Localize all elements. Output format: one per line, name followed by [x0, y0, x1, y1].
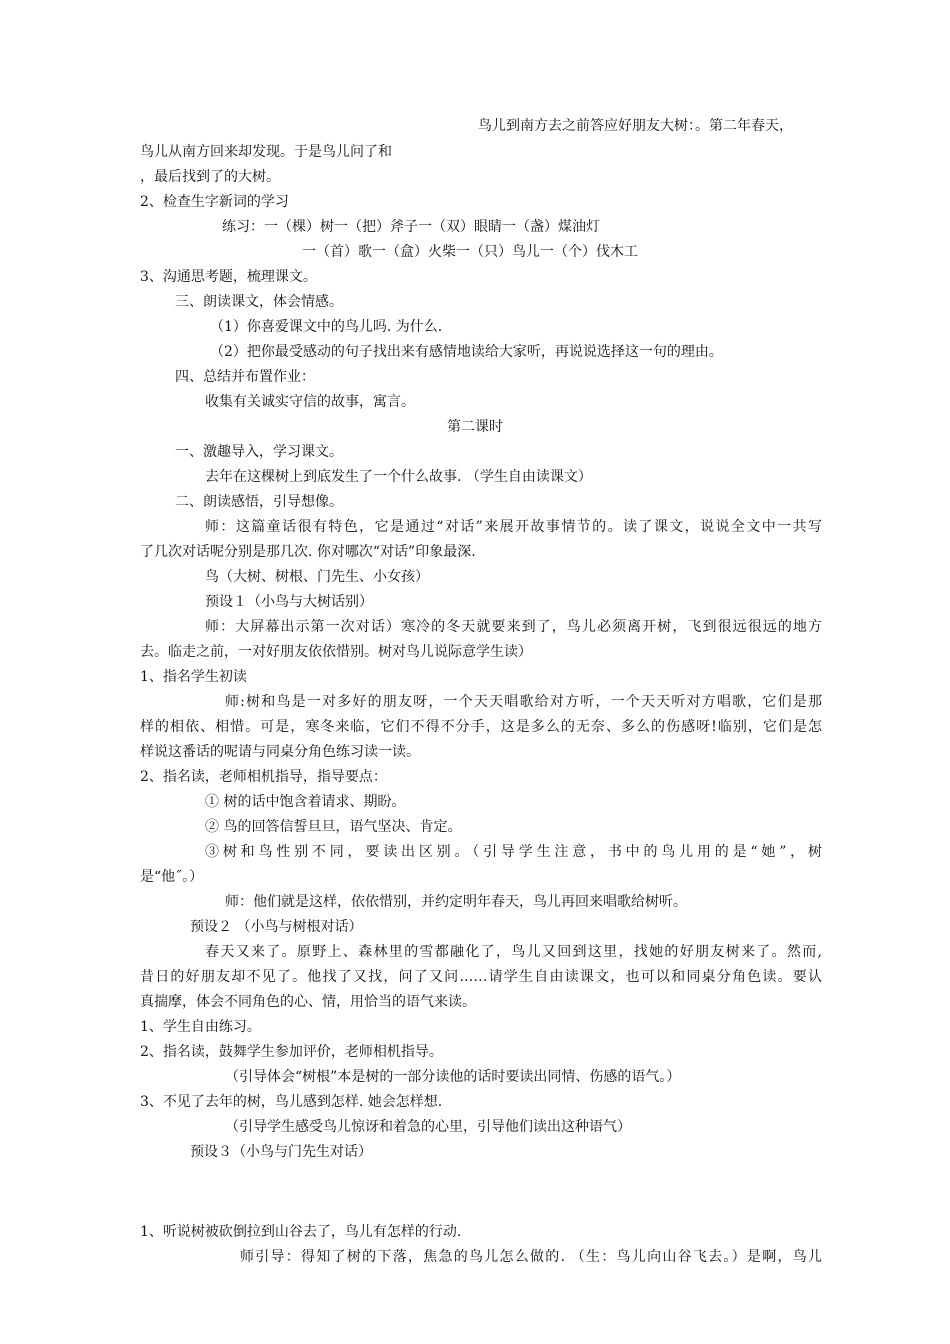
text-line: 昔日的好朋友却不见了。他找了又找，问了又问……请学生自由读课文，也可以和同桌分角色读。要认	[140, 969, 822, 985]
text-line: 鸟儿到南方去之前答应好朋友大树：。第二年春天，	[478, 118, 793, 134]
text-line: 鸟儿从南方回来却发现。于是鸟儿问了和	[140, 144, 392, 160]
text-line: 师：这篇童话很有特色，它是通过“对话”来展开故事情节的。读了课文，说说全文中一共写	[205, 519, 822, 535]
text-line: 预设１（小鸟与大树话别）	[205, 594, 373, 610]
text-line: 1、听说树被砍倒拉到山谷去了，鸟儿有怎样的行动.	[140, 1224, 462, 1240]
section-heading: 二、朗读感悟，引导想像。	[175, 494, 343, 510]
section-heading: 三、朗读课文，体会情感。	[175, 294, 343, 310]
text-line: 2、指名读，鼓舞学生参加评价，老师相机指导。	[140, 1044, 443, 1060]
lesson-title: 第二课时	[447, 419, 503, 435]
text-line: 去。临走之前，一对好朋友依依惜别。树对鸟儿说际意学生读）	[140, 644, 532, 660]
text-line: （引导学生感受鸟儿惊讶和着急的心里，引导他们读出这种语气）	[225, 1119, 631, 1135]
text-line: 1、学生自由练习。	[140, 1019, 261, 1035]
text-line: 预设２ （小鸟与树根对话）	[190, 919, 363, 935]
text-line: （引导体会“树根”本是树的一部分读他的话时要读出同情、伤感的语气。）	[225, 1069, 681, 1085]
text-line: （1）你喜爱课文中的鸟儿吗. 为什么.	[210, 319, 443, 335]
text-line: 去年在这棵树上到底发生了一个什么故事. （学生自由读课文）	[205, 469, 592, 485]
section-heading: 一、激趣导入，学习课文。	[175, 444, 343, 460]
text-line: 师：他们就是这样，依依惜别，并约定明年春天，鸟儿再回来唱歌给树听。	[225, 894, 687, 910]
text-line: 师引导：得知了树的下落，焦急的鸟儿怎么做的. （生：鸟儿向山谷飞去。）是啊，鸟儿	[240, 1249, 822, 1265]
text-line: 练习：一（棵）树一（把）斧子一（双）眼睛一（盏）煤油灯	[222, 219, 600, 235]
text-line: 春天又来了。原野上、森林里的雪都融化了，鸟儿又回到这里，找她的好朋友树来了。然而,	[205, 944, 822, 960]
section-heading: 四、总结并布置作业：	[175, 369, 315, 385]
text-line: 2、检查生字新词的学习	[140, 194, 289, 210]
text-line: ，最后找到了的大树。	[140, 169, 280, 185]
text-line: 一（首）歌一（盒）火柴一（只）鸟儿一（个）伐木工	[302, 244, 638, 260]
text-line: 预设３（小鸟与门先生对话）	[190, 1144, 372, 1160]
text-line: ② 鸟的回答信誓旦旦，语气坚决、肯定。	[205, 819, 462, 835]
text-line: 样的相依、相惜。可是，寒冬来临，它们不得不分手，这是多么的无奈、多么的伤感呀!临别，它们是怎	[140, 719, 822, 735]
text-line: 1、指名学生初读	[140, 669, 247, 685]
text-line: 样说这番话的呢请与同桌分角色练习读一读。	[140, 744, 420, 760]
text-line: 师:树和鸟是一对多好的朋友呀，一个天天唱歌给对方听，一个天天听对方唱歌，它们是那	[225, 694, 822, 710]
text-line: ③树和鸟性别不同，要读出区别。（引导学生注意，书中的鸟儿用的是“她”，树	[205, 844, 822, 860]
text-line: 收集有关诚实守信的故事，寓言。	[205, 394, 415, 410]
text-line: 3、沟通思考题，梳理课文。	[140, 269, 317, 285]
text-line: 师：大屏幕出示第一次对话）寒冷的冬天就要来到了，鸟儿必须离开树，飞到很远很远的地方	[205, 619, 822, 635]
text-line: ① 树的话中饱含着请求、期盼。	[205, 794, 406, 810]
text-line: 是“他˝。）	[140, 869, 204, 885]
text-line: （2）把你最受感动的句子找出来有感情地读给大家听，再说说选择这一句的理由。	[210, 344, 723, 360]
text-line: 2、指名读，老师相机指导，指导要点：	[140, 769, 387, 785]
text-line: 3、不见了去年的树，鸟儿感到怎样. 她会怎样想.	[140, 1094, 443, 1110]
text-line: 了几次对话呢分别是那几次. 你对哪次“对话”印象最深.	[140, 544, 476, 560]
text-line: 鸟（大树、树根、门先生、小女孩）	[205, 569, 429, 585]
text-line: 真揣摩，体会不同角色的心、情，用恰当的语气来读。	[140, 994, 476, 1010]
